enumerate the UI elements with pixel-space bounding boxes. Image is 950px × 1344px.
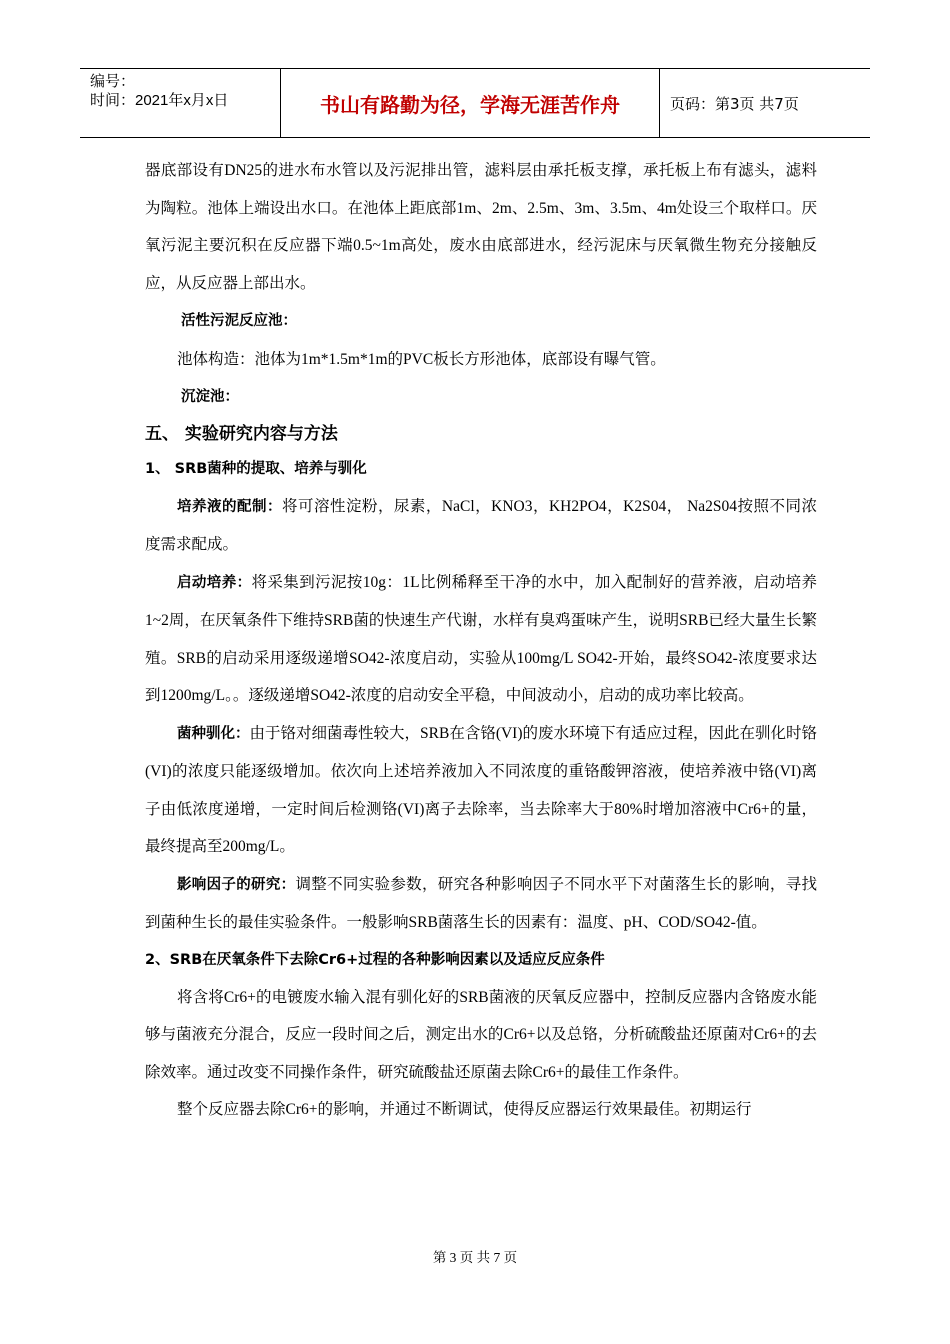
paragraph-domestication	[145, 715, 817, 866]
header-meta	[80, 69, 281, 137]
header-page-label	[664, 69, 870, 137]
factors-text: 调整不同实验参数，研究各种影响因子不同水平下对菌落生长的影响，寻找到菌种生长的最佳实验条件。一般影响SRB菌落生长的因素有：温度、pH、COD/SO42-值。	[145, 875, 817, 931]
paragraph-cr-removal: 将含将Cr6+的电镀废水输入混有驯化好的SRB菌液的厌氧反应器中，控制反应器内含铬废水能够与菌液充分混合，反应一段时间之后，测定出水的Cr6+以及总铬，分析硫酸盐还原菌对Cr6+的去除效率。通过改变不同操作条件，研究硫酸盐还原菌去除Cr6+的最佳工作条件。	[145, 988, 817, 1081]
paragraph-culture	[145, 488, 817, 564]
subsection-heading-1: 1、 SRB菌种的提取、培养与驯化	[145, 460, 367, 477]
number-label: 编号：	[90, 73, 136, 90]
activated-sludge-title	[145, 302, 817, 341]
domestication-label: 菌种驯化：	[177, 725, 250, 742]
page-label-text: 页码：第3页 共7页	[670, 94, 799, 113]
factors-label: 影响因子的研究：	[177, 876, 296, 893]
activated-sludge-title-text: 活性污泥反应池：	[181, 313, 297, 329]
page-footer: 第 3 页 共 7 页	[432, 1250, 518, 1265]
page-header	[80, 68, 870, 138]
start-label: 启动培养：	[177, 574, 252, 591]
sediment-tank-title	[145, 378, 817, 417]
culture-text: 将可溶性淀粉，尿素，NaCl，KNO3，KH2PO4，K2S04， Na2S04按照不同浓度需求配成。	[145, 497, 817, 553]
document-body	[145, 152, 817, 1129]
sediment-tank-title-text: 沉淀池：	[181, 389, 239, 405]
section-heading: 五、 实验研究内容与方法	[145, 423, 338, 444]
domestication-text: 由于铬对细菌毒性较大，SRB在含铬(VI)的废水环境下有适应过程，因此在驯化时铬(VI)的浓度只能逐级增加。依次向上述培养液加入不同浓度的重铬酸钾溶液，使培养液中铬(VI)离子由低浓度递增，一定时间后检测铬(VI)离子去除率，当去除率大于80%时增加溶液中Cr6+的量，最终提高至200mg/L。	[145, 724, 818, 855]
start-text: 将采集到污泥按10g：1L比例稀释至干净的水中，加入配制好的营养液，启动培养1~2周，在厌氧条件下维持SRB菌的快速生产代谢，水样有臭鸡蛋味产生，说明SRB已经大量生长繁殖。SRB的启动采用逐级递增SO42-浓度启动，实验从100mg/L SO42-开始，最终SO42-浓度要求达到1200mg/L。。逐级递增SO42-浓度的启动安全平稳，中间波动小，启动的成功率比较高。	[145, 573, 817, 704]
header-motto: 书山有路勤为径，学海无涯苦作舟	[281, 69, 660, 137]
paragraph-reactor: 器底部设有DN25的进水布水管以及污泥排出管，滤料层由承托板支撑，承托板上布有滤头，滤料为陶粒。池体上端设出水口。在池体上距底部1m、2m、2.5m、3m、3.5m、4m处设三个取样口。厌氧污泥主要沉积在反应器下端0.5~1m高处，废水由底部进水，经污泥床与厌氧微生物充分接触反应，从反应器上部出水。	[145, 162, 817, 292]
paragraph-start	[145, 564, 817, 715]
subsection-heading-2: 2、SRB在厌氧条件下去除Cr6+过程的各种影响因素以及适应反应条件	[145, 951, 605, 968]
activated-sludge-text: 池体构造：池体为1m*1.5m*1m的PVC板长方形池体，底部设有曝气管。	[177, 350, 666, 368]
time-label: 时间：2021年x月x日	[90, 92, 229, 109]
culture-label: 培养液的配制：	[177, 498, 282, 515]
paragraph-last: 整个反应器去除Cr6+的影响，并通过不断调试，使得反应器运行效果最佳。初期运行	[177, 1101, 752, 1118]
paragraph-factors	[145, 866, 817, 942]
